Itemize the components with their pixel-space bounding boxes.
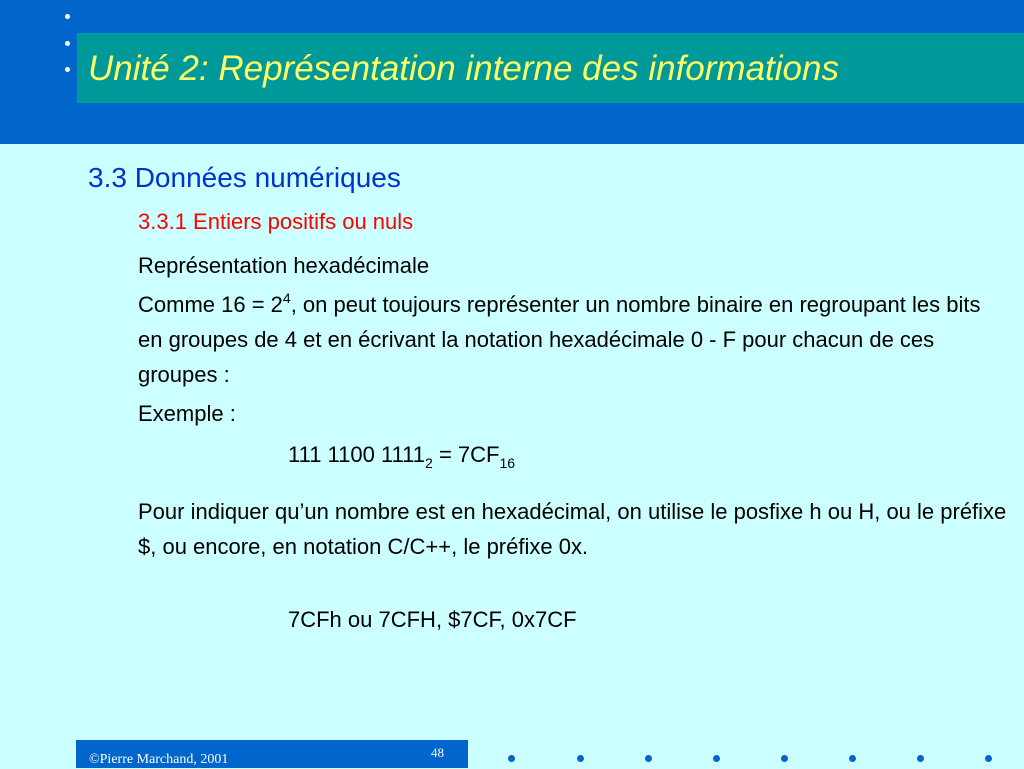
intro-paragraph [138,287,1008,392]
footer-dot [577,755,584,762]
intro-exponent: 4 [282,290,291,306]
footer-dot [849,755,856,762]
example-equals: = [432,442,458,467]
example-binary-base: 2 [425,455,433,471]
footer-dot [645,755,652,762]
header-bullet-dot [65,41,70,46]
footer-dot [985,755,992,762]
slide-title: Unité 2: Représentation interne des informations [88,49,839,88]
footer-dot [781,755,788,762]
intro-part1: Comme 16 = 2 [138,292,283,317]
notation-examples: 7CFh ou 7CFH, $7CF, 0x7CF [288,607,577,632]
footer-dot [713,755,720,762]
header-bullet-dot [65,67,70,72]
intro-part2: , on peut toujours représenter un nombre binaire en regroupant les bits en groupes de 4 et en écrivant la notation hexadécimale 0 - F pour chacun de ces groupes : [138,292,981,387]
example-hex: 7CF [457,442,500,467]
example-binary: 111 1100 1111 [288,442,426,467]
example-hex-base: 16 [499,455,516,471]
example-label: Exemple : [138,401,236,426]
page-number: 48 [431,745,444,760]
representation-label: Représentation hexadécimale [138,253,430,278]
header-bullet-dot [65,14,70,19]
example-formula [288,437,515,472]
section-heading: 3.3 Données numériques [88,162,401,193]
copyright: ©Pierre Marchand, 2001 [89,752,229,767]
notation-paragraph: Pour indiquer qu’un nombre est en hexadécimal, on utilise le posfixe h ou H, ou le préfixe $, ou encore, en notation C/C++, le préfixe 0x. [138,499,1007,559]
footer-dot [508,755,515,762]
subsection-heading: 3.3.1 Entiers positifs ou nuls [138,209,414,234]
footer-dot [917,755,924,762]
